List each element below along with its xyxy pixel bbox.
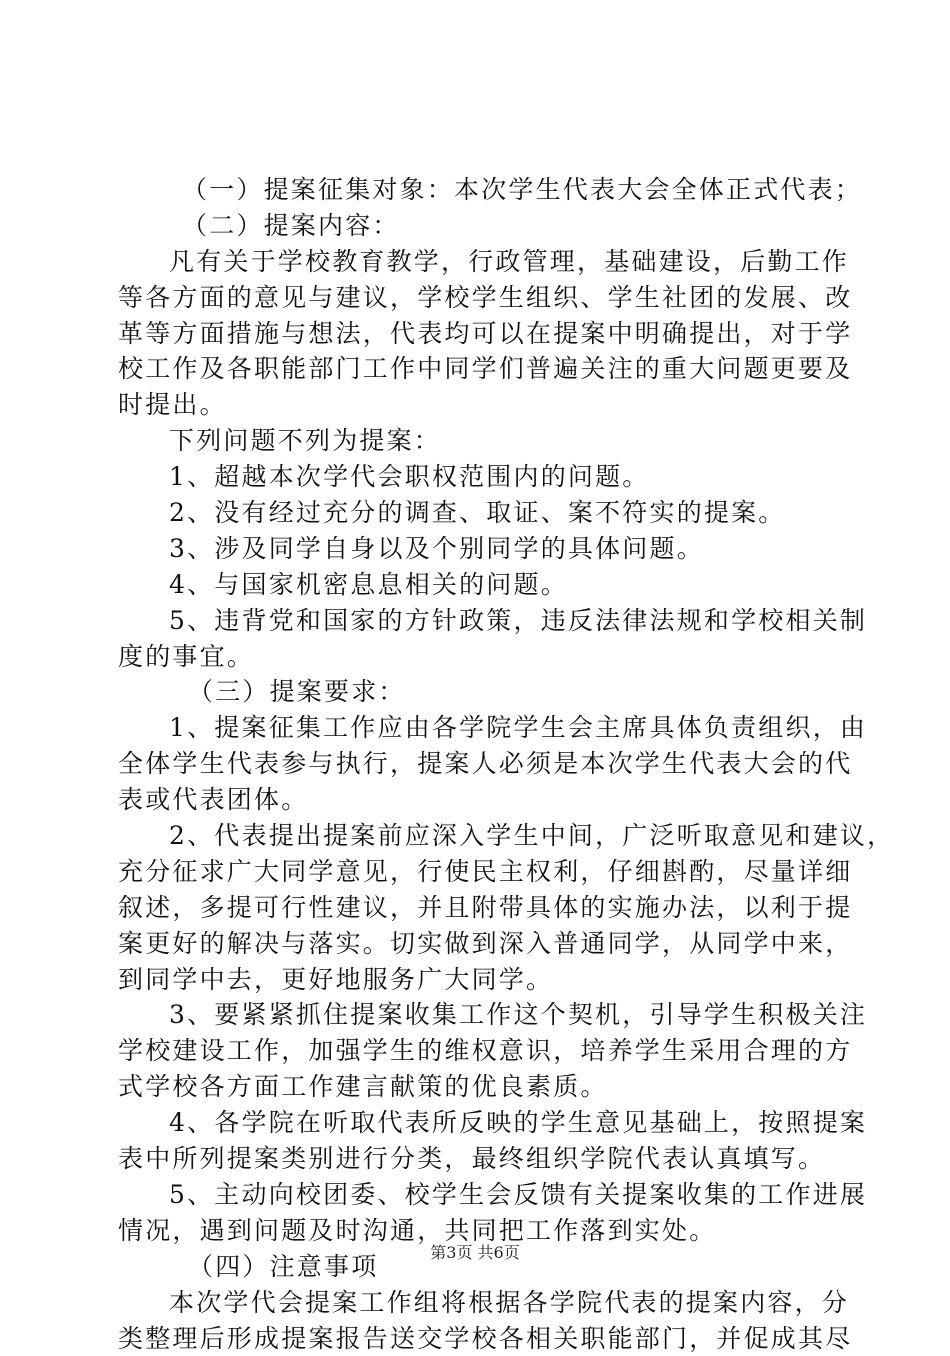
list-item: 2、代表提出提案前应深入学生中间，广泛听取意见和建议，	[118, 818, 834, 854]
list-item: 5、违背党和国家的方针政策，违反法律法规和学校相关制	[118, 603, 834, 639]
text-line: 学校建设工作，加强学生的维权意识，培养学生采用合理的方	[118, 1033, 834, 1069]
list-item: 4、各学院在听取代表所反映的学生意见基础上，按照提案	[118, 1105, 834, 1141]
page-number-footer: 第3页 共6页	[0, 1243, 950, 1263]
text-line: 案更好的解决与落实。切实做到深入普通同学，从同学中来，	[118, 926, 834, 962]
list-item: 5、主动向校团委、校学生会反馈有关提案收集的工作进展	[118, 1177, 834, 1213]
list-item: 1、提案征集工作应由各学院学生会主席具体负责组织，由	[118, 710, 834, 746]
section-heading: （三）提案要求：	[118, 674, 834, 710]
section-heading: （四）注意事项	[118, 1249, 834, 1285]
text-line: 表或代表团体。	[118, 782, 834, 818]
text-line: 度的事宜。	[118, 639, 834, 675]
text-line: 全体学生代表参与执行，提案人必须是本次学生代表大会的代	[118, 746, 834, 782]
list-item: 1、超越本次学代会职权范围内的问题。	[118, 459, 834, 495]
body-text	[118, 172, 834, 1356]
text-line: 本次学代会提案工作组将根据各学院代表的提案内容，分	[118, 1285, 834, 1321]
list-item: 2、没有经过充分的调查、取证、案不符实的提案。	[118, 495, 834, 531]
text-line: 等各方面的意见与建议，学校学生组织、学生社团的发展、改	[118, 280, 834, 316]
text-line: 时提出。	[118, 387, 834, 423]
list-item: 3、要紧紧抓住提案收集工作这个契机，引导学生积极关注	[118, 997, 834, 1033]
text-line: 革等方面措施与想法，代表均可以在提案中明确提出，对于学	[118, 316, 834, 352]
text-line: 下列问题不列为提案：	[118, 423, 834, 459]
section-heading: （二）提案内容：	[118, 208, 834, 244]
text-line: 类整理后形成提案报告送交学校各相关职能部门，并促成其尽	[118, 1321, 834, 1356]
text-line: 校工作及各职能部门工作中同学们普遍关注的重大问题更要及	[118, 351, 834, 387]
text-line: 凡有关于学校教育教学，行政管理，基础建设，后勤工作	[118, 244, 834, 280]
text-line: 表中所列提案类别进行分类，最终组织学院代表认真填写。	[118, 1141, 834, 1177]
list-item: 3、涉及同学自身以及个别同学的具体问题。	[118, 531, 834, 567]
list-item: 4、与国家机密息息相关的问题。	[118, 567, 834, 603]
text-line: 式学校各方面工作建言献策的优良素质。	[118, 1069, 834, 1105]
text-line: 情况，遇到问题及时沟通，共同把工作落到实处。	[118, 1213, 834, 1249]
text-line: 充分征求广大同学意见，行使民主权利，仔细斟酌，尽量详细	[118, 854, 834, 890]
text-line: 到同学中去，更好地服务广大同学。	[118, 962, 834, 998]
text-line: （一）提案征集对象：本次学生代表大会全体正式代表；	[118, 172, 834, 208]
text-line: 叙述，多提可行性建议，并且附带具体的实施办法，以利于提	[118, 890, 834, 926]
